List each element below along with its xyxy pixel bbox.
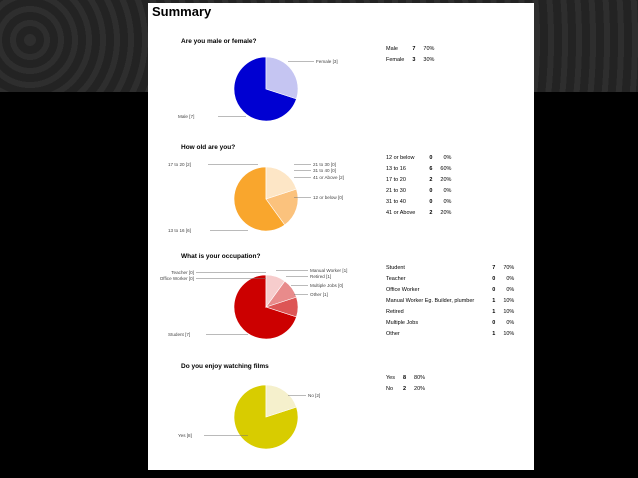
stats-category: 41 or Above (386, 210, 416, 216)
stats-category: Yes (386, 375, 395, 381)
stats-percent: 20% (440, 210, 452, 216)
slice-label: Retired [1] (310, 274, 332, 279)
stats-count: 7 (492, 265, 496, 271)
stats-row (386, 57, 438, 68)
stats-table-films (386, 375, 429, 397)
stats-row (386, 155, 455, 166)
question-title: Do you enjoy watching films (181, 363, 269, 370)
stats-count: 1 (492, 331, 496, 337)
slice-label: Office Worker [0] (159, 276, 194, 281)
stats-row (386, 46, 438, 57)
stats-row (386, 210, 455, 221)
stats-count: 2 (402, 386, 407, 392)
stats-count: 2 (429, 210, 433, 216)
stats-percent: 70% (423, 46, 435, 52)
stats-percent: 0% (506, 287, 515, 293)
stats-percent: 10% (503, 309, 515, 315)
slice-label: Teacher [0] (171, 270, 194, 275)
stats-category: Other (386, 331, 400, 337)
stats-row (386, 276, 518, 287)
slice-label: 31 to 40 [0] (313, 168, 336, 173)
stats-row (386, 199, 455, 210)
question-title: How old are you? (181, 144, 236, 151)
stats-count: 3 (412, 57, 416, 63)
stats-percent: 80% (414, 375, 426, 381)
stats-row (386, 265, 518, 276)
stats-row (386, 320, 518, 331)
stats-percent: 0% (506, 320, 515, 326)
stats-table-occupation (386, 265, 518, 342)
stats-count: 1 (492, 298, 496, 304)
pie-chart-occupation (148, 261, 378, 351)
stats-row (386, 287, 518, 298)
slice-label: Yes [8] (178, 433, 192, 438)
stats-row (386, 375, 429, 386)
pie-chart-age (148, 151, 378, 241)
stats-category: Office Worker (386, 287, 420, 293)
stats-count: 0 (429, 188, 433, 194)
slice-label: 13 to 16 [6] (168, 228, 191, 233)
stats-percent: 0% (443, 188, 452, 194)
stats-category: Manual Worker Eg. Builder, plumber (386, 298, 475, 304)
slice-label: Multiple Jobs [0] (310, 283, 344, 288)
stats-row (386, 298, 518, 309)
stats-count: 2 (429, 177, 433, 183)
stats-percent: 10% (503, 298, 515, 304)
question-title: What is your occupation? (181, 253, 261, 260)
slice-label: 41 or Above [2] (313, 175, 344, 180)
slice-label: 17 to 20 [2] (168, 162, 191, 167)
stats-row (386, 309, 518, 320)
slice-label: Other [1] (310, 292, 328, 297)
stats-percent: 30% (423, 57, 435, 63)
slice-label: 21 to 30 [0] (313, 162, 336, 167)
stats-row (386, 177, 455, 188)
stats-category: 31 to 40 (386, 199, 406, 205)
slice-label: Female [3] (316, 59, 338, 64)
slice-label: 12 or below [0] (313, 195, 344, 200)
stats-count: 0 (429, 155, 433, 161)
stats-table-gender (386, 46, 438, 68)
slice-label: No [2] (308, 393, 321, 398)
question-title: Are you male or female? (181, 38, 257, 45)
stats-count: 0 (429, 199, 433, 205)
stats-percent: 20% (414, 386, 426, 392)
stats-count: 0 (492, 276, 496, 282)
stats-count: 0 (492, 287, 496, 293)
stats-category: Multiple Jobs (386, 320, 419, 326)
stats-count: 8 (402, 375, 407, 381)
stats-row (386, 188, 455, 199)
stats-category: 12 or below (386, 155, 415, 161)
stats-category: 17 to 20 (386, 177, 406, 183)
stats-category: Student (386, 265, 405, 271)
stats-table-age (386, 155, 455, 221)
pie-chart-gender (148, 43, 378, 128)
stats-row (386, 386, 429, 397)
summary-slide (148, 3, 534, 470)
slice-label: Manual Worker [1] (310, 268, 348, 273)
stats-row (386, 331, 518, 342)
stats-percent: 0% (506, 276, 515, 282)
stats-percent: 0% (443, 199, 452, 205)
stats-category: Male (386, 46, 398, 52)
stats-category: No (386, 386, 394, 392)
stats-percent: 20% (440, 177, 452, 183)
stats-count: 7 (412, 46, 416, 52)
pie-chart-films (148, 373, 378, 453)
slice-label: Student [7] (168, 332, 191, 337)
stats-category: 21 to 30 (386, 188, 406, 194)
stats-category: Female (386, 57, 405, 63)
stats-percent: 10% (503, 331, 515, 337)
stats-category: 13 to 16 (386, 166, 406, 172)
stats-count: 1 (492, 309, 496, 315)
stats-percent: 0% (443, 155, 452, 161)
stats-category: Teacher (386, 276, 406, 282)
stats-count: 6 (429, 166, 433, 172)
stats-percent: 70% (503, 265, 515, 271)
slice-label: Male [7] (178, 114, 195, 119)
stats-percent: 60% (440, 166, 452, 172)
page-title: Summary (152, 4, 212, 19)
stats-count: 0 (492, 320, 496, 326)
stats-row (386, 166, 455, 177)
stats-category: Retired (386, 309, 404, 315)
